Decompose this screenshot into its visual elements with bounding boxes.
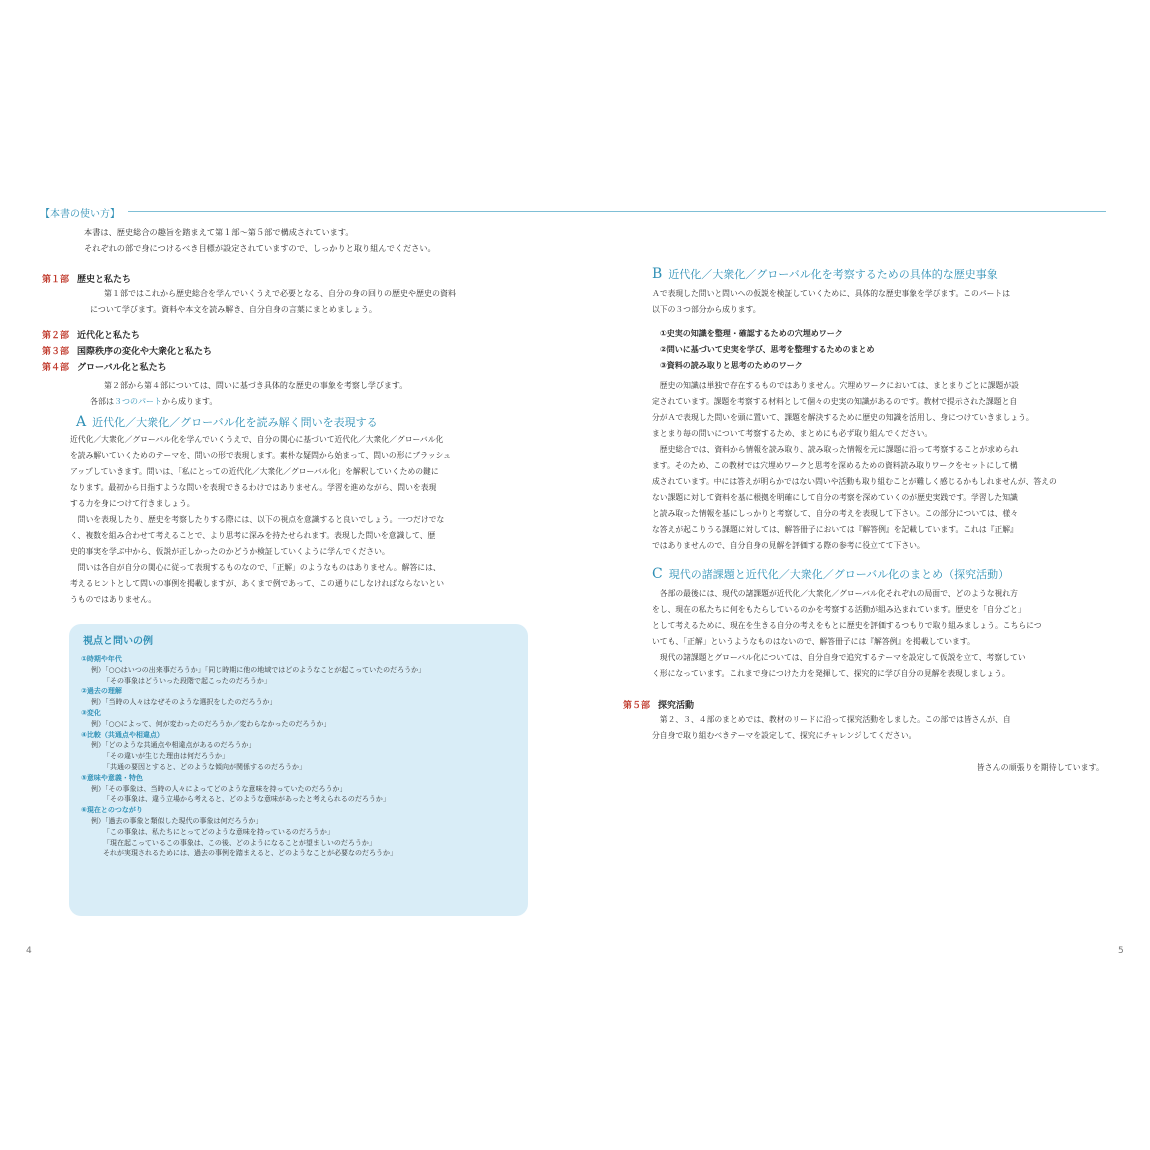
intro-line: 本書は、歴史総合の趣旨を踏まえて第１部〜第５部で構成されています。 xyxy=(84,227,354,237)
part-number: 第５部 xyxy=(623,701,651,711)
text-line: 現代の諸課題とグローバル化については、自分自身で追究するテーマを設定して仮説を立て、考察してい xyxy=(652,653,1026,662)
text-line: な答えが起こりうる課題に対しては、解答冊子においては『解答例』を記載しています。これは『正解』 xyxy=(652,525,1018,534)
viewpoint-category: ③変化 xyxy=(81,708,101,717)
text-line: 問いを表現したり、歴史を考察したりする際には、以下の視点を意識すると良いでしょう。一つだけでな xyxy=(70,515,445,524)
example-question: 例）「○○はいつの出来事だろうか」「同じ時期に他の地域ではどのようなことが起こっていたのだろうか」 xyxy=(91,665,426,674)
viewpoint-category: ⑥現在とのつながり xyxy=(81,806,143,815)
text-line: する力を身につけて行きましょう。 xyxy=(70,499,195,508)
text-line: いても、「正解」というようなものはないので、解答冊子には『解答例』を掲載しています。 xyxy=(652,637,975,646)
section-c-title xyxy=(652,566,1009,582)
part-title: グローバル化と私たち xyxy=(77,363,167,373)
section-title-text: 現代の諸課題と近代化／大衆化／グローバル化のまとめ（探究活動） xyxy=(668,568,1010,581)
part1-heading xyxy=(42,272,131,285)
example-box-content xyxy=(81,654,425,859)
example-question: 「その違いが生じた理由は何だろうか」 xyxy=(103,752,229,761)
parts-text xyxy=(90,378,408,410)
work-item: ③資料の読み取りと思考のためのワーク xyxy=(660,361,803,370)
part-title: 国際秩序の変化や大衆化と私たち xyxy=(77,347,213,357)
part-number: 第２部 xyxy=(42,331,70,341)
header-label: 【本書の使い方】 xyxy=(40,209,120,220)
intro-line: それぞれの部で身につけるべき目標が設定されていますので、しっかりと取り組んでください。 xyxy=(84,243,436,253)
section-letter: A xyxy=(76,414,87,430)
text-line: 第２、３、４部のまとめでは、教材のリードに沿って探究活動をしました。この部では皆さんが、自 xyxy=(652,715,1011,724)
section-b-title xyxy=(652,266,998,282)
text-line: を読み解いていくためのテーマを、問いの形で表現します。素朴な疑問から始まって、問いの形にブラッシュ xyxy=(70,451,451,460)
text-line: 考えるヒントとして問いの事例を掲載しますが、あくまで例であって、この通りにしなければならないとい xyxy=(70,579,445,588)
closing-text: 皆さんの頑張りを期待しています。 xyxy=(976,763,1104,772)
intro-text xyxy=(84,224,544,256)
text-line: として考えるために、現在を生きる自分の考えをもとに歴史を評価するつもりで取り組みましょう。こちらにつ xyxy=(652,621,1042,630)
viewpoint-category: ④比較（共通点や相違点） xyxy=(81,730,164,739)
part-number: 第４部 xyxy=(42,363,70,373)
part2-heading xyxy=(42,328,140,341)
section-letter: C xyxy=(652,566,663,582)
text-line: 以下の３つ部分から成ります。 xyxy=(652,305,761,314)
part-title: 探究活動 xyxy=(658,701,695,711)
example-question: 例）「当時の人々はなぜそのような選択をしたのだろうか」 xyxy=(91,698,277,707)
text-line: 各部の最後には、現代の諸課題が近代化／大衆化／グローバル化それぞれの局面で、どのような視れ方 xyxy=(652,589,1018,598)
page-number-right: 5 xyxy=(1118,946,1124,956)
section-letter: B xyxy=(652,266,663,282)
work-item: ①史実の知識を整理・確認するための穴埋めワーク xyxy=(660,329,843,338)
text-fragment: から成ります。 xyxy=(162,397,218,406)
example-question: 「その事象は、違う立場から考えると、どのような意味があったと考えられるのだろうか」 xyxy=(103,795,390,804)
text-line: ない課題に対して資料を基に根拠を明確にして自分の考察を深めていくのが歴史実践です。学習した知識 xyxy=(652,493,1018,502)
part4-heading xyxy=(42,360,167,373)
part-number: 第１部 xyxy=(42,275,70,285)
work-item: ②問いに基づいて史実を学び、思考を整理するためのまとめ xyxy=(660,345,875,354)
example-box xyxy=(69,624,528,916)
text-line: 第２部から第４部については、問いに基づき具体的な歴史の事象を考察し学びます。 xyxy=(104,381,408,390)
viewpoint-category: ②過去の理解 xyxy=(81,687,122,696)
text-line: 分がＡで表現した問いを頭に置いて、課題を解決するために歴史の知識を活用し、身につけていきましょう。 xyxy=(652,413,1034,422)
example-question: 例）「過去の事象と類似した現代の事象は何だろうか」 xyxy=(91,816,263,825)
page-number-left: 4 xyxy=(26,946,32,956)
work-list xyxy=(660,326,874,374)
text-line: ます。そのため、この教材では穴埋めワークと思考を深めるための資料読み取りワークをセットにして構 xyxy=(652,461,1018,470)
example-box-title: 視点と問いの例 xyxy=(83,636,153,647)
text-line: く、複数を組み合わせて考えることで、より思考に深みを持たせられます。表現した問いを意識して、歴 xyxy=(70,531,436,540)
text-line: 成されています。中には答えが明らかではない問いや活動も取り組むことが難しく感じるかもしれませんが、答えの xyxy=(652,477,1057,486)
section-b-intro xyxy=(652,286,1010,318)
part5-text xyxy=(652,712,1011,744)
part-number: 第３部 xyxy=(42,347,70,357)
example-question: それが実現されるためには、過去の事例を踏まえると、どのようなことが必要なのだろうか」 xyxy=(103,849,397,858)
text-line: 史的事実を学ぶ中から、仮説が正しかったのかどうか検証していくように学んでください。 xyxy=(70,547,390,556)
text-line: 近代化／大衆化／グローバル化を学んでいくうえで、自分の関心に基づいて近代化／大衆化／グローバル化 xyxy=(70,435,444,444)
example-question: 例）「その事象は、当時の人々によってどのような意味を持っていたのだろうか」 xyxy=(91,784,347,793)
text-fragment: 各部は xyxy=(90,397,114,406)
part3-heading xyxy=(42,344,212,357)
text-line: 第１部ではこれから歴史総合を学んでいくうえで必要となる、自分の身の回りの歴史や歴史の資料 xyxy=(104,289,456,298)
header-rule xyxy=(128,211,1106,212)
text-line: うものではありません。 xyxy=(70,595,157,604)
example-question: 「その事象はどういった段階で起こったのだろうか」 xyxy=(103,676,271,685)
section-title-text: 近代化／大衆化／グローバル化を読み解く問いを表現する xyxy=(92,416,378,429)
example-question: 例）「どのような共通点や相違点があるのだろうか」 xyxy=(91,741,256,750)
example-question: 例）「○○によって、何が変わったのだろうか／変わらなかったのだろうか」 xyxy=(91,719,331,728)
part5-heading xyxy=(623,698,694,711)
viewpoint-category: ⑤意味や意義・特色 xyxy=(81,773,143,782)
text-line: 問いは各自が自分の関心に従って表現するものなので、「正解」のようなものはありません。解答には、 xyxy=(70,563,441,572)
text-line: く形になっています。これまで身につけた力を発揮して、探究的に学び自分の見解を表現しましょう。 xyxy=(652,669,1010,678)
viewpoint-category: ①時期や年代 xyxy=(81,655,122,663)
text-line: 定されています。課題を考察する材料として個々の史実の知識があるのです。教材で提示された課題と自 xyxy=(652,397,1018,406)
section-b-text xyxy=(652,378,1057,554)
section-title-text: 近代化／大衆化／グローバル化を考察するための具体的な歴史事象 xyxy=(668,268,998,281)
text-line: 歴史総合では、資料から情報を読み取り、読み取った情報を元に課題に沿って考察することが求められ xyxy=(652,445,1019,454)
example-question: 「この事象は、私たちにとってどのような意味を持っているのだろうか」 xyxy=(103,827,334,836)
text-line: について学びます。資料や本文を読み解き、自分自身の言葉にまとめましょう。 xyxy=(90,305,377,314)
text-line: アップしていきます。問いは、「私にとっての近代化／大衆化／グローバル化」を解釈していくための鍵に xyxy=(70,467,439,476)
part-title: 歴史と私たち xyxy=(77,275,132,285)
section-a-title xyxy=(76,414,378,430)
example-question: 「現在起こっているこの事象は、この後、どのようになることが望ましいのだろうか」 xyxy=(103,838,376,847)
text-line: Ａで表現した問いと問いへの仮説を検証していくために、具体的な歴史事象を学びます。このパートは xyxy=(652,289,1011,298)
section-a-text xyxy=(70,432,451,608)
text-line: と読み取った情報を基にしっかりと考察して、自分の考えを表現して下さい。この部分については、様々 xyxy=(652,509,1019,518)
text-line: 歴史の知識は単独で存在するものではありません。穴埋めワークにおいては、まとまりごとに課題が設 xyxy=(652,381,1019,390)
highlight-text: ３つのパート xyxy=(114,397,162,406)
section-c-text xyxy=(652,586,1042,682)
text-line: まとまり毎の問いについて考察するため、まとめにも必ず取り組んでください。 xyxy=(652,429,933,438)
part-title: 近代化と私たち xyxy=(77,331,141,341)
text-line: 分自身で取り組むべきテーマを設定して、探究にチャレンジしてください。 xyxy=(652,731,917,740)
text-line: ではありませんので、自分自身の見解を評価する際の参考に役立てて下さい。 xyxy=(652,541,925,550)
text-line: なります。最初から日指すような問いを表現できるわけではありません。学習を進めながら、問いを表現 xyxy=(70,483,437,492)
text-line: をし、現在の私たちに何をもたらしているのかを考察する活動が組み込まれています。歴史を「自分ごと」 xyxy=(652,605,1026,614)
part1-text xyxy=(90,286,456,318)
example-question: 「共通の要因とすると、どのような傾向が関係するのだろうか」 xyxy=(103,762,306,771)
